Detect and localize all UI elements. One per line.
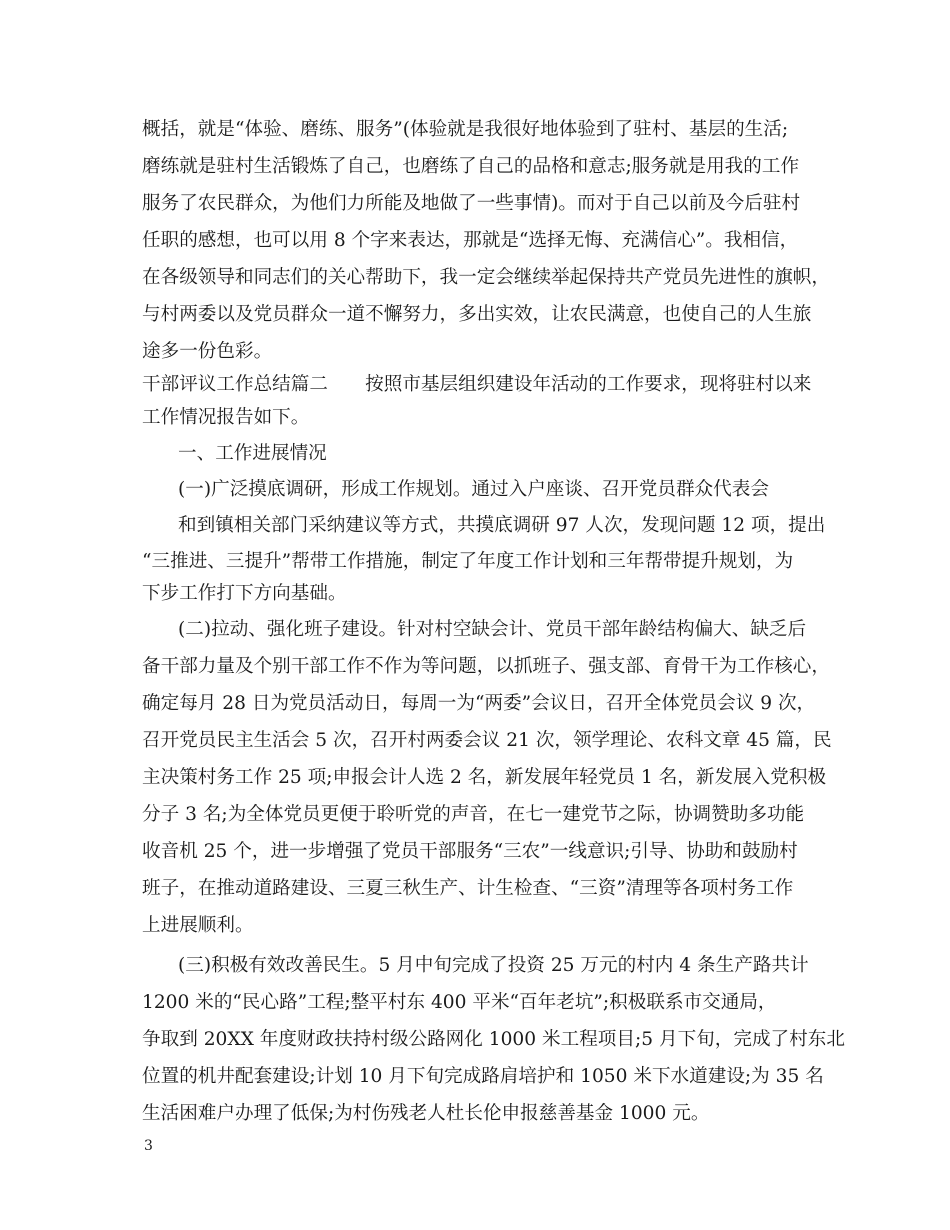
text-line-3: 服务了农民群众，为他们力所能及地做了一些事情)。而对于自己以前及今后驻村	[142, 193, 801, 214]
text-line-14: 下步工作打下方向基础。	[142, 583, 347, 604]
text-line-18: 召开党员民主生活会 5 次，召开村两委会议 21 次，领学理论、农科文章 45 篇，民	[142, 730, 832, 751]
text-line-25: 1200 米的“民心路”工程;整平村东 400 平米“百年老坑”;积极联系市交通局，	[142, 992, 777, 1013]
text-line-6: 与村两委以及党员群众一道不懈努力，多出实效，让农民满意，也使自己的人生旅	[142, 304, 812, 325]
text-line-7: 途多一份色彩。	[142, 341, 273, 362]
text-line-23: 上进展顺利。	[142, 915, 254, 936]
text-line-15: (二)拉动、强化班子建设。针对村空缺会计、党员干部年龄结构偏大、缺乏后	[178, 619, 807, 640]
text-line-5: 在各级领导和同志们的关心帮助下，我一定会继续举起保持共产党员先进性的旗帜，	[142, 267, 830, 288]
text-line-26: 争取到 20XX 年度财政扶持村级公路网化 1000 米工程项目;5 月下旬，完成了村东北	[142, 1029, 845, 1050]
subsection-heading: 一、工作进展情况	[178, 443, 327, 464]
text-line-2: 磨练就是驻村生活锻炼了自己，也磨练了自己的品格和意志;服务就是用我的工作	[142, 156, 800, 177]
text-line-11: (一)广泛摸底调研，形成工作规划。通过入户座谈、召开党员群众代表会	[178, 479, 769, 500]
text-line-17: 确定每月 28 日为党员活动日，每周一为“两委”会议日，召开全体党员会议 9 次，	[142, 693, 816, 714]
text-line-24: (三)积极有效改善民生。5 月中旬完成了投资 25 万元的村内 4 条生产路共计	[178, 955, 809, 976]
text-line-28: 生活困难户办理了低保;为村伤残老人杜长伦申报慈善基金 1000 元。	[142, 1103, 710, 1124]
text-line-1: 概括，就是“体验、磨练、服务”(体验就是我很好地体验到了驻村、基层的生活;	[142, 119, 789, 140]
section-heading-line: 干部评议工作总结篇二 按照市基层组织建设年活动的工作要求，现将驻村以来	[142, 374, 812, 395]
text-line-21: 收音机 25 个，进一步增强了党员干部服务“三农”一线意识;引导、协助和鼓励村	[142, 841, 798, 862]
page-number: 3	[144, 1138, 153, 1154]
text-line-20: 分子 3 名;为全体党员更便于聆听党的声音，在七一建党节之际，协调赞助多功能	[142, 804, 805, 825]
text-line-13: “三推进、三提升”帮带工作措施，制定了年度工作计划和三年帮带提升规划，为	[142, 551, 794, 572]
text-line-9: 工作情况报告如下。	[142, 407, 310, 428]
text-line-12: 和到镇相关部门采纳建议等方式，共摸底调研 97 人次，发现问题 12 项，提出	[178, 515, 826, 536]
text-line-19: 主决策村务工作 25 项;申报会计人选 2 名，新发展年轻党员 1 名，新发展入党积极	[142, 767, 827, 788]
text-line-27: 位置的机井配套建设;计划 10 月下旬完成路肩培护和 1050 米下水道建设;为 35 名	[142, 1066, 824, 1087]
text-line-4: 任职的感想，也可以用 8 个字来表达，那就是“选择无悔、充满信心”。我相信，	[142, 230, 799, 251]
text-line-16: 备干部力量及个别干部工作不作为等问题，以抓班子、强支部、育骨干为工作核心，	[142, 656, 830, 677]
text-line-22: 班子，在推动道路建设、三夏三秋生产、计生检查、“三资”清理等各项村务工作	[142, 878, 794, 899]
